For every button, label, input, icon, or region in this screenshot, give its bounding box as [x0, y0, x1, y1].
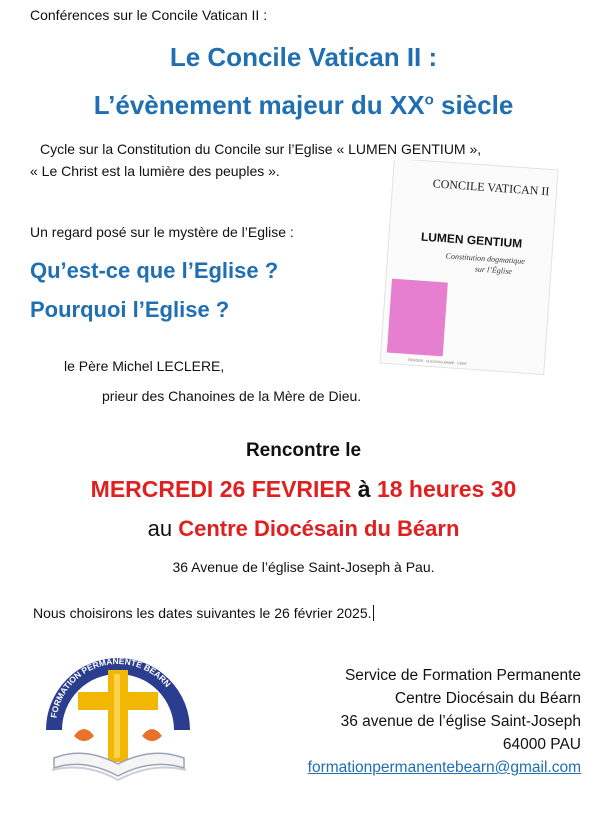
- subtitle-end: siècle: [433, 90, 514, 120]
- contact-block: [308, 664, 581, 779]
- cycle-line-1: Cycle sur la Constitution du Concile sur l’Eglise « LUMEN GENTIUM »,: [40, 141, 482, 157]
- contact-line-1: Service de Formation Permanente: [344, 667, 581, 684]
- eyebrow-text: Conférences sur le Concile Vatican II :: [30, 7, 268, 23]
- dates-note-text: Nous choisirons les dates suivantes le 26 février 2025.: [33, 605, 372, 621]
- left-flame: [74, 729, 94, 741]
- formation-logo-image: [34, 640, 204, 790]
- contact-line-4: 64000 PAU: [502, 736, 581, 753]
- book-title: LUMEN GENTIUM: [420, 229, 523, 251]
- contact-line-3: 36 avenue de l’église Saint-Joseph: [340, 713, 581, 730]
- contact-email-link[interactable]: formationpermanentebearn@gmail.com: [307, 759, 581, 776]
- cycle-line-2: « Le Christ est la lumière des peuples ».: [30, 163, 280, 179]
- book-header: CONCILE VATICAN II: [432, 176, 550, 199]
- event-at: à: [351, 476, 377, 502]
- venue-prefix: au: [147, 516, 179, 541]
- rencontre-heading: Rencontre le: [245, 440, 362, 461]
- logo-ring-text: FORMATION PERMANENTE BEARN: [48, 655, 173, 719]
- speaker-name: le Père Michel LECLERE,: [64, 358, 225, 374]
- dates-note: [33, 605, 374, 621]
- right-flame: [142, 729, 162, 741]
- cross-highlight: [114, 674, 120, 758]
- subtitle-sup: o: [424, 91, 434, 109]
- question-1: Qu’est-ce que l’Eglise ?: [30, 258, 279, 283]
- book-subtitle-1: Constitution dogmatique: [445, 251, 526, 266]
- page-subtitle: [0, 90, 607, 121]
- book-cover-image: [379, 160, 559, 375]
- questions-lead: Un regard posé sur le mystère de l’Eglise :: [30, 224, 294, 240]
- contact-line-2: Centre Diocésain du Béarn: [394, 690, 581, 707]
- event-address: 36 Avenue de l’église Saint-Joseph à Pau.: [172, 559, 435, 575]
- book-footer: BERGER · FLEURUS-MAME · CERF: [408, 358, 467, 367]
- speaker-role: prieur des Chanoines de la Mère de Dieu.: [102, 388, 362, 404]
- book-pink-block: [387, 279, 448, 357]
- question-2: Pourquoi l’Eglise ?: [30, 297, 230, 322]
- subtitle-main: L’évènement majeur du XX: [93, 90, 425, 120]
- page-title: Le Concile Vatican II :: [169, 42, 438, 72]
- book-subtitle-2: sur l’Église: [474, 264, 513, 276]
- event-venue-line: [0, 516, 607, 542]
- event-venue: Centre Diocésain du Béarn: [178, 516, 460, 541]
- event-time: 18 heures 30: [376, 476, 517, 502]
- text-cursor: [373, 605, 374, 621]
- event-date-line: [0, 476, 607, 503]
- event-day: MERCREDI 26 FEVRIER: [90, 476, 352, 502]
